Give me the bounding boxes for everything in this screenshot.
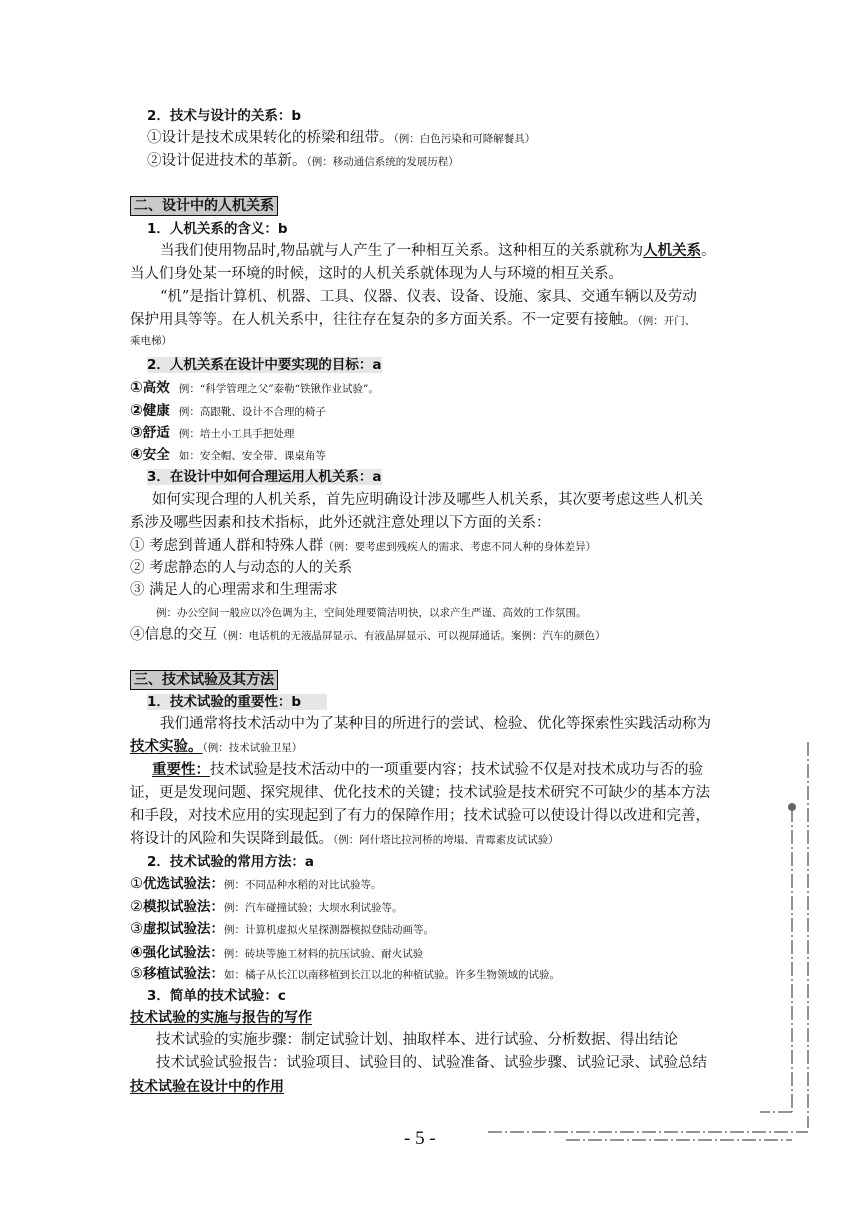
- consideration-item: ② 考虑静态的人与动态的人的关系: [130, 560, 353, 576]
- example-note: 例：办公空间一般应以冷色调为主，空间处理要简洁明快，以求产生严谨、高效的工作氛围。: [156, 607, 587, 619]
- paragraph: 系涉及哪些因素和技术指标，此外还就注意处理以下方面的关系：: [130, 515, 551, 531]
- paragraph: 技术实验。（例：技术试验卫星）: [130, 739, 303, 755]
- paragraph: ②设计促进技术的革新。（例：移动通信系统的发展历程）: [147, 153, 459, 169]
- section-heading-2: 二、设计中的人机关系: [130, 196, 278, 216]
- paragraph: 当我们使用物品时,物品就与人产生了一种相互关系。这种相互的关系就称为人机关系。: [160, 243, 716, 259]
- goal-item: ④安全 如：安全帽、安全带、课桌角等: [130, 445, 326, 463]
- paragraph: 证，更是发现问题、探究规律、优化技术的关键；技术试验是技术研究不可缺少的基本方法: [130, 785, 710, 801]
- item-title: 3．简单的技术试验：c: [147, 988, 286, 1004]
- paragraph: 乘电梯）: [130, 335, 172, 347]
- method-item: ⑤移植试验法：如：橘子从长江以南移植到长江以北的种植试验。许多生物领域的试验。: [130, 966, 560, 982]
- goal-item: ②健康 例：高跟靴、设计不合理的椅子: [130, 401, 326, 419]
- consideration-item: ④信息的交互（例：电话机的无液晶屏显示、有液晶屏显示、可以视屏通话。案例：汽车的颜色）: [130, 627, 606, 643]
- consideration-item: ③ 满足人的心理需求和生理需求: [130, 582, 338, 598]
- paragraph: 重要性：技术试验是技术活动中的一项重要内容；技术试验不仅是对技术成功与否的验: [152, 762, 703, 778]
- paragraph: 和手段，对技术应用的实现起到了有力的保障作用；技术试验可以使设计得以改进和完善，: [130, 808, 710, 824]
- paragraph: 我们通常将技术活动中为了某种目的所进行的尝试、检验、优化等探索性实践活动称为: [160, 716, 711, 732]
- item-title: 2．人机关系在设计中要实现的目标：a: [147, 357, 382, 373]
- consideration-item: ① 考虑到普通人群和特殊人群（例：要考虑到残疾人的需求、考虑不同人种的身体差异）: [130, 538, 597, 554]
- method-item: ②模拟试验法：例：汽车碰撞试验；大坝水利试验等。: [130, 899, 403, 915]
- paragraph: 将设计的风险和失误降到最低。（例：阿什塔比拉河桥的垮塌、青霉素皮试试验）: [130, 831, 559, 847]
- paragraph: 技术试验的实施步骤：制定试验计划、抽取样本、进行试验、分析数据、得出结论: [156, 1032, 678, 1048]
- paragraph: 保护用具等等。在人机关系中，往往存在复杂的多方面关系。不一定要有接触。（例：开门、: [130, 312, 696, 328]
- item-title: 3．在设计中如何合理运用人机关系：a: [147, 469, 382, 485]
- paragraph: 当人们身处某一环境的时候，这时的人机关系就体现为人与环境的相互关系。: [130, 266, 623, 282]
- method-item: ④强化试验法：例：砖块等施工材料的抗压试验、耐火试验: [130, 943, 424, 961]
- method-item: ①优选试验法：例：不同品种水稻的对比试验等。: [130, 876, 382, 892]
- goal-item: ①高效 例：“科学管理之父”泰勒“铁锹作业试验”。: [130, 378, 379, 396]
- paragraph: ①设计是技术成果转化的桥梁和纽带。（例：白色污染和可降解餐具）: [147, 130, 536, 146]
- section-heading-3: 三、技术试验及其方法: [130, 670, 278, 690]
- paragraph: 如何实现合理的人机关系，首先应明确设计涉及哪些人机关系，其次要考虑这些人机关: [152, 492, 703, 508]
- page-number: - 5 -: [404, 1128, 436, 1149]
- method-item: ③虚拟试验法：例：计算机虚拟火星探测器模拟登陆动画等。: [130, 921, 434, 937]
- goal-item: ③舒适 例：培土小工具手把处理: [130, 423, 295, 441]
- item-title-tech-design-relation: 2．技术与设计的关系：b: [147, 108, 302, 124]
- paragraph: 技术试验试验报告：试验项目、试验目的、试验准备、试验步骤、试验记录、试验总结: [156, 1055, 707, 1071]
- item-title: 1．技术试验的重要性：b: [147, 692, 327, 712]
- item-title: 1．人机关系的含义：b: [147, 221, 288, 237]
- item-title: 2．技术试验的常用方法：a: [147, 854, 315, 870]
- paragraph: “机”是指计算机、机器、工具、仪器、仪表、设备、设施、家具、交通车辆以及劳动: [160, 289, 697, 305]
- subheading: 技术试验的实施与报告的写作: [130, 1010, 312, 1026]
- subheading: 技术试验在设计中的作用: [130, 1079, 284, 1095]
